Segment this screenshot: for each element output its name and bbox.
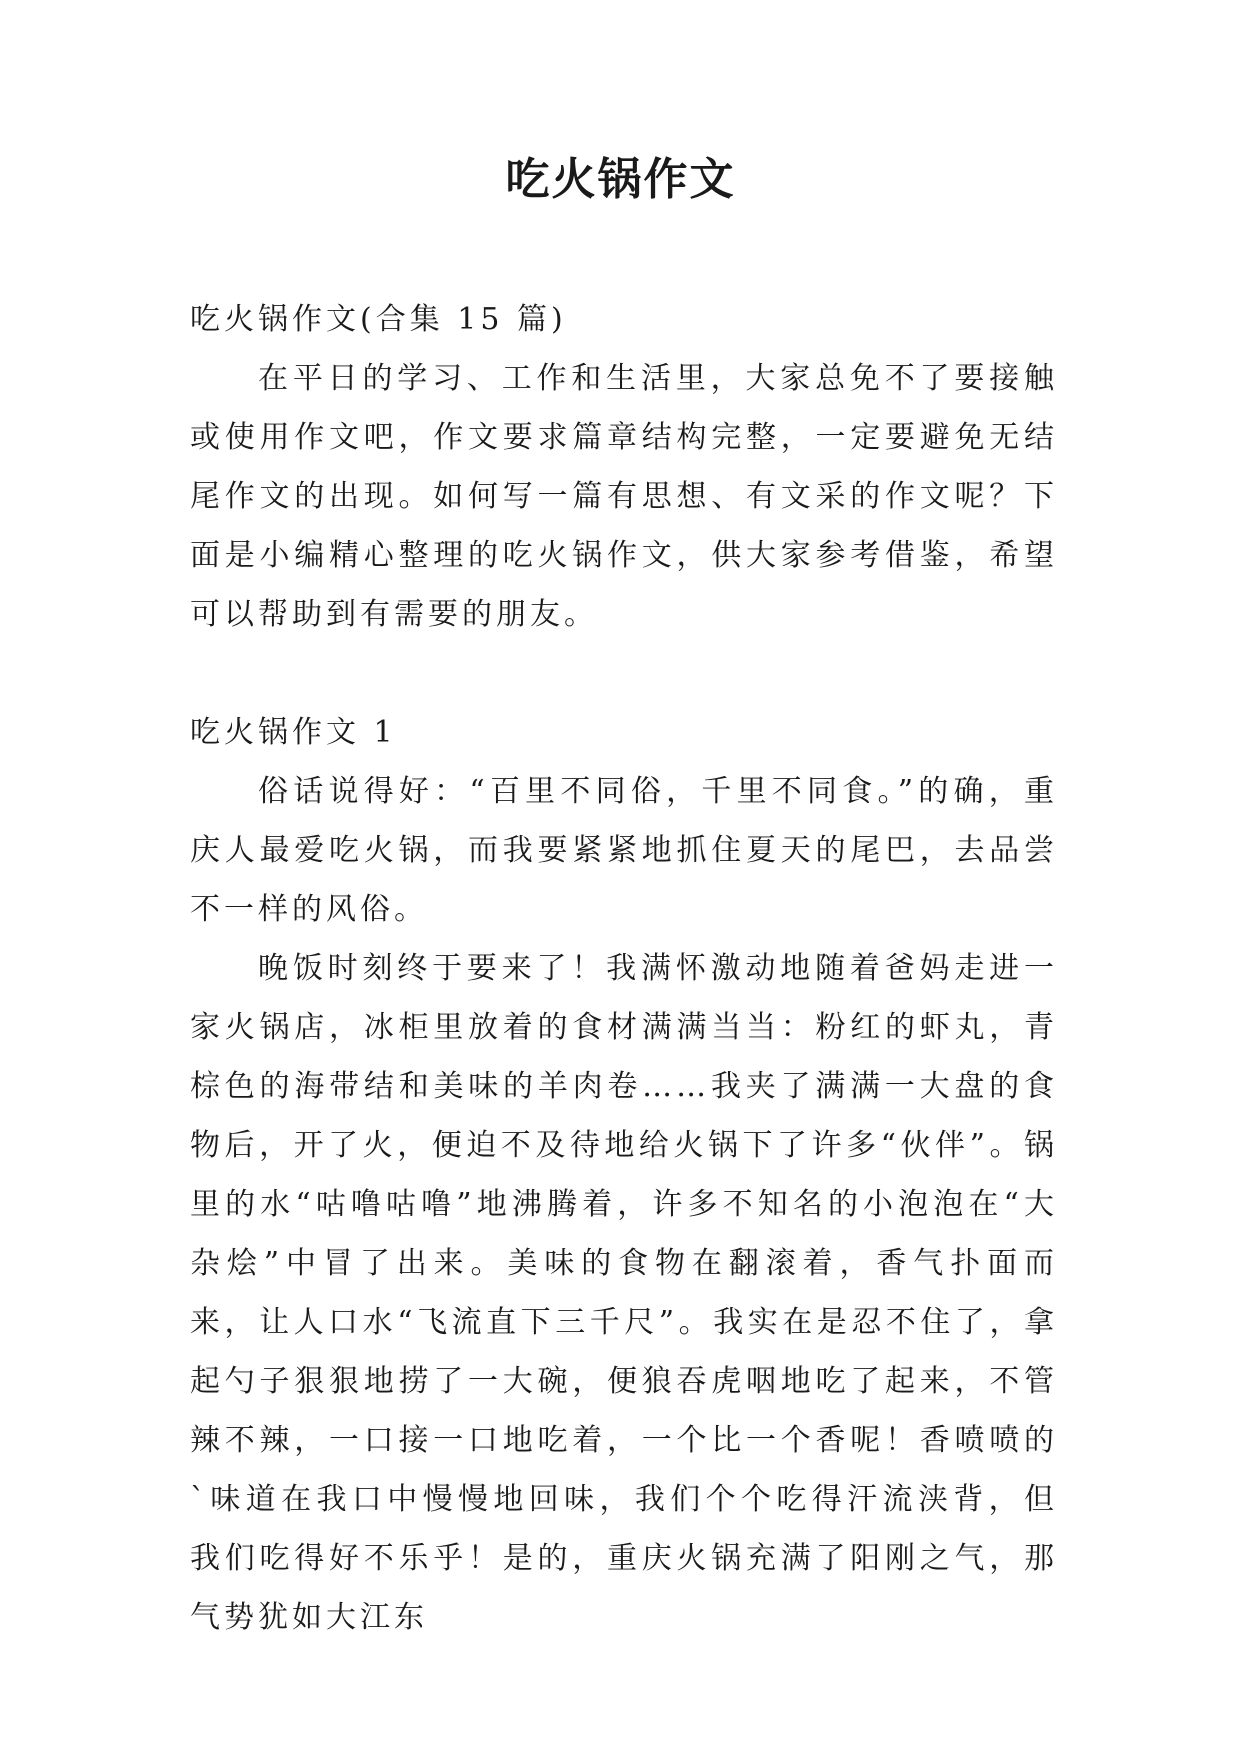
essay-paragraph: 晚饭时刻终于要来了！我满怀激动地随着爸妈走进一家火锅店，冰柜里放着的食材满满当当：粉红的虾丸，青棕色的海带结和美味的羊肉卷……我夹了满满一大盘的食物后，开了火，便迫不及待地给火锅下了许多“伙伴”。锅里的水“咕噜咕噜”地沸腾着，许多不知名的小泡泡在“大杂烩”中冒了出来。美味的食物在翻滚着，香气扑面而来，让人口水“飞流直下三千尺”。我实在是忍不住了，拿起勺子狠狠地捞了一大碗，便狼吞虎咽地吃了起来，不管辣不辣，一口接一口地吃着，一个比一个香呢！香喷喷的`味道在我口中慢慢地回味，我们个个吃得汗流浃背，但我们吃得好不乐乎！是的，重庆火锅充满了阳刚之气，那气势犹如大江东: [190, 951, 1058, 1635]
document-body: [190, 290, 1058, 1647]
collection-heading: 吃火锅作文(合集 15 篇): [190, 302, 567, 337]
essay-paragraph: 俗话说得好：“百里不同俗，千里不同食。”的确，重庆人最爱吃火锅，而我要紧紧地抓住夏天的尾巴，去品尝不一样的风俗。: [190, 774, 1058, 927]
section-spacer: [190, 644, 1058, 703]
intro-paragraph: 在平日的学习、工作和生活里，大家总免不了要接触或使用作文吧，作文要求篇章结构完整，一定要避免无结尾作文的出现。如何写一篇有思想、有文采的作文呢？下面是小编精心整理的吃火锅作文，供大家参考借鉴，希望可以帮助到有需要的朋友。: [190, 361, 1058, 632]
essay-heading: 吃火锅作文 1: [190, 715, 397, 750]
document-title: 吃火锅作文: [505, 154, 736, 205]
